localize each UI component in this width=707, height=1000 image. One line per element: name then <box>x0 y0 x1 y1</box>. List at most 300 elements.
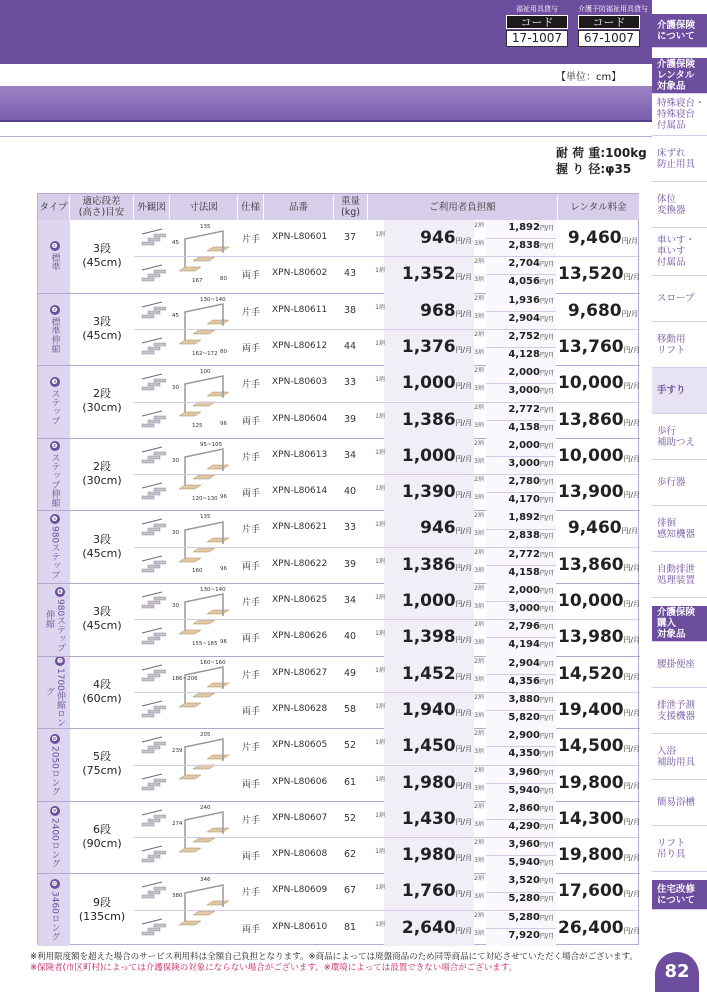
appearance-rail <box>142 229 162 234</box>
tier-3: 3割 <box>474 348 484 356</box>
appearance-rail <box>142 701 162 706</box>
hand-spec: 両手 <box>242 416 261 427</box>
tier-2: 2割 <box>474 657 484 665</box>
price-tier3-unit: 円/月 <box>539 569 554 577</box>
dimension-label: 274 <box>172 820 183 827</box>
weight: 58 <box>344 703 357 715</box>
sidebar-nav <box>652 0 707 1000</box>
tier-1: 1割 <box>375 339 385 347</box>
price-tier3-value: 2,904 <box>508 312 540 324</box>
price-tier3-unit: 円/月 <box>539 497 554 505</box>
price-tier1-value: 1,430 <box>401 808 456 829</box>
welfare-code-number: 17-1007 <box>506 30 568 47</box>
footnote-1: ※利用限度額を超えた場合のサービス利用料は全額自己負担となります。※商品によっては廃盤商品のため同等商品にて対応させていただく場合がございます。 <box>30 952 638 962</box>
price-tier3-value: 4,356 <box>508 675 540 687</box>
price-tier1-value: 1,940 <box>401 699 456 720</box>
sidebar-item-12[interactable] <box>652 552 707 598</box>
sidebar-item-label: 介護保険 レンタル 対象品 <box>657 59 696 92</box>
type-name: ステップ伸縮 <box>49 453 60 508</box>
sidebar-item-9[interactable] <box>652 414 707 460</box>
price-tier3 <box>488 422 554 433</box>
price-tier1-value: 968 <box>420 300 456 321</box>
sidebar-item-2[interactable] <box>652 94 707 136</box>
appearance-step <box>148 928 160 931</box>
appearance-rail <box>142 919 162 924</box>
price-tier2 <box>488 222 554 233</box>
step-plate <box>193 693 215 697</box>
appearance-step <box>154 452 166 455</box>
footnotes <box>30 952 650 974</box>
price-tier2-unit: 円/月 <box>539 515 554 523</box>
rental-fee <box>558 373 638 393</box>
appearance-step <box>148 528 160 531</box>
price-tier3-unit: 円/月 <box>539 860 554 868</box>
table-header-5: 品番 <box>264 194 334 220</box>
rental-fee-unit: 円/月 <box>623 817 640 826</box>
price-tier3-unit: 円/月 <box>539 606 554 613</box>
rental-fee-value: 9,460 <box>567 518 622 539</box>
load-capacity: 耐 荷 重:100kg <box>556 146 647 160</box>
rental-fee-unit: 円/月 <box>623 672 640 681</box>
appearance-step <box>142 278 154 281</box>
weight: 49 <box>344 667 357 679</box>
dimension-label: 130~140 <box>200 587 226 593</box>
row-divider <box>134 910 640 911</box>
sidebar-item-8[interactable] <box>652 368 707 414</box>
appearance-step <box>154 742 166 745</box>
tier-3: 3割 <box>474 494 484 502</box>
appearance-step <box>148 311 160 314</box>
price-tier2-value: 1,892 <box>508 512 540 524</box>
tier-3: 3割 <box>474 312 484 320</box>
dimension-label: 30 <box>172 385 179 392</box>
price-tier3 <box>488 494 554 505</box>
appearance-step <box>148 637 160 640</box>
price-tier1-value: 946 <box>420 228 456 248</box>
sidebar-item-14[interactable] <box>652 642 707 688</box>
tier-divider <box>486 637 556 638</box>
tier-2: 2割 <box>474 621 484 629</box>
price-tier2 <box>488 839 554 850</box>
price-tier1-unit: 円/月 <box>455 854 472 863</box>
tier-2: 2割 <box>474 911 484 919</box>
step-plate <box>179 267 201 271</box>
price-tier2-value: 2,860 <box>508 802 540 814</box>
sidebar-item-18[interactable] <box>652 826 707 872</box>
price-tier1-value: 1,390 <box>401 482 456 503</box>
dimension-label: 346 <box>200 877 211 884</box>
step-plate <box>179 848 201 852</box>
price-tier3-unit: 円/月 <box>539 714 554 722</box>
appearance-image <box>138 446 166 466</box>
appearance-rail <box>142 665 162 670</box>
price-tier1-unit: 円/月 <box>455 890 472 899</box>
price-tier2 <box>488 476 554 487</box>
sidebar-item-16[interactable] <box>652 734 707 780</box>
price-tier1-unit: 円/月 <box>455 527 472 536</box>
tier-2: 2割 <box>474 693 484 701</box>
type-name: 980ステップ <box>49 526 60 580</box>
rental-fee-unit: 円/月 <box>623 708 640 717</box>
appearance-svg <box>138 228 166 248</box>
sidebar-item-7[interactable] <box>652 322 707 368</box>
part-number: XPN-L80604 <box>272 413 328 424</box>
price-tier2 <box>488 767 554 778</box>
sidebar-item-label: 腰掛便座 <box>657 659 696 670</box>
part-number: XPN-L80601 <box>272 232 328 242</box>
price-tier2-value: 3,960 <box>508 839 540 851</box>
price-tier2-value: 2,000 <box>508 585 540 596</box>
dimension-label: 96 <box>220 639 227 645</box>
type-name: ステップ <box>49 389 60 426</box>
rental-fee <box>558 918 638 938</box>
price-tier1-value: 1,452 <box>401 663 456 684</box>
row-divider <box>134 402 640 403</box>
tier-1: 1割 <box>375 811 385 819</box>
appearance-step <box>154 924 166 927</box>
tier-divider <box>486 383 556 384</box>
table-header-0: タイプ <box>38 194 70 220</box>
type-label <box>49 806 60 868</box>
row-divider <box>134 474 640 475</box>
sidebar-item-17[interactable] <box>652 780 707 826</box>
header-rule <box>0 136 652 137</box>
tier-1: 1割 <box>375 920 385 928</box>
price-tier2-unit: 円/月 <box>539 442 554 450</box>
rental-fee-unit: 円/月 <box>621 527 638 536</box>
hand-spec: 両手 <box>242 852 261 863</box>
rental-fee-unit: 円/月 <box>623 491 640 500</box>
tier-1: 1割 <box>375 630 385 638</box>
sidebar-item-3[interactable] <box>652 136 707 182</box>
table-header-4: 仕様 <box>238 194 264 220</box>
sidebar-item-0[interactable] <box>652 14 707 48</box>
price-tier1 <box>388 518 472 538</box>
type-label <box>49 377 60 425</box>
price-tier3 <box>488 893 554 904</box>
weight: 39 <box>344 413 357 425</box>
weight: 38 <box>344 304 357 316</box>
weight: 67 <box>344 885 357 897</box>
price-tier2-value: 2,704 <box>508 258 540 270</box>
price-tier2 <box>488 258 554 269</box>
type-name: 1700伸縮ロング <box>44 668 65 728</box>
step-plate <box>193 911 215 915</box>
part-number: XPN-L80602 <box>272 268 328 279</box>
tier-1: 1割 <box>375 231 385 238</box>
row-divider <box>134 619 640 620</box>
appearance-rail <box>142 846 162 851</box>
price-tier2-value: 2,780 <box>508 476 540 488</box>
row-divider <box>134 837 640 838</box>
rental-fee-value: 13,860 <box>558 409 624 430</box>
price-tier1-unit: 円/月 <box>455 237 472 245</box>
type-number: ❸ <box>51 378 58 387</box>
price-tier1 <box>388 809 472 829</box>
welfare-code-label: コード <box>506 15 568 29</box>
price-tier2-value: 1,892 <box>508 222 540 233</box>
sidebar-item-13[interactable] <box>652 606 707 642</box>
appearance-step <box>148 746 160 749</box>
step-plate <box>207 392 229 396</box>
appearance-svg <box>138 845 166 865</box>
part-number: XPN-L80628 <box>272 703 328 714</box>
sidebar-item-label: リフト 吊り具 <box>657 837 686 860</box>
price-tier2 <box>488 694 554 705</box>
hand-spec: 片手 <box>242 452 261 463</box>
tier-3: 3割 <box>474 639 484 647</box>
rental-fee-value: 13,900 <box>558 482 624 503</box>
appearance-image <box>138 809 166 829</box>
sidebar-item-6[interactable] <box>652 276 707 322</box>
appearance-rail <box>142 556 162 561</box>
rental-fee-unit: 円/月 <box>621 309 638 318</box>
row-divider <box>134 765 640 766</box>
appearance-image <box>138 627 166 647</box>
price-tier3-value: 4,158 <box>508 421 540 433</box>
appearance-rail <box>142 483 162 488</box>
tier-divider <box>486 819 556 820</box>
sidebar-item-label: スロープ <box>657 293 695 304</box>
appearance-image <box>138 410 166 430</box>
tier-2: 2割 <box>474 367 484 375</box>
tier-3: 3割 <box>474 784 484 792</box>
appearance-step <box>142 569 154 572</box>
dimension-label: 380 <box>172 893 183 900</box>
tier-divider <box>486 274 556 275</box>
rental-fee-value: 13,520 <box>558 264 624 285</box>
appearance-step <box>154 270 166 273</box>
row-divider <box>134 329 640 330</box>
price-tier1-value: 1,352 <box>401 264 456 285</box>
price-tier2-unit: 円/月 <box>539 733 554 741</box>
tier-divider <box>486 855 556 856</box>
hand-spec: 片手 <box>242 815 261 826</box>
sidebar-item-4[interactable] <box>652 182 707 228</box>
sidebar-item-10[interactable] <box>652 460 707 506</box>
sidebar-item-19[interactable] <box>652 880 707 910</box>
rental-fee <box>558 228 638 248</box>
tier-2: 2割 <box>474 548 484 556</box>
weight: 39 <box>344 558 357 570</box>
price-tier2-value: 2,000 <box>508 439 540 451</box>
part-number: XPN-L80627 <box>272 667 328 678</box>
price-tier1 <box>388 627 472 647</box>
part-number: XPN-L80613 <box>272 449 328 460</box>
dimension-label: 80 <box>220 348 227 355</box>
appearance-svg <box>138 700 166 720</box>
hand-spec: 片手 <box>242 598 261 608</box>
sidebar-item-label: 床ずれ 防止用具 <box>657 147 696 170</box>
weight: 34 <box>344 449 357 461</box>
price-tier1 <box>388 228 472 248</box>
type-name: 標準伸縮 <box>49 316 60 353</box>
type-name: 980ステップ伸縮 <box>44 598 65 652</box>
step-plate <box>179 921 201 925</box>
sidebar-item-15[interactable] <box>652 688 707 734</box>
appearance-image <box>138 228 166 248</box>
appearance-step <box>142 641 154 644</box>
tier-divider <box>486 492 556 493</box>
appearance-svg <box>138 264 166 284</box>
appearance-image <box>138 337 166 357</box>
appearance-step <box>142 895 154 898</box>
rental-fee-unit: 円/月 <box>623 454 640 463</box>
tier-2: 2割 <box>474 330 484 338</box>
price-tier2 <box>488 730 554 741</box>
tier-3: 3割 <box>474 530 484 538</box>
price-tier2-value: 2,772 <box>508 403 540 415</box>
rental-fee <box>558 446 638 466</box>
row-divider <box>134 547 640 548</box>
type-number: ❻ <box>56 587 64 596</box>
part-number: XPN-L80625 <box>272 595 328 605</box>
type-label <box>43 583 65 656</box>
sidebar-item-label: 自動排泄 処理装置 <box>657 563 696 586</box>
price-tier2 <box>488 803 554 814</box>
price-tier3-unit: 円/月 <box>539 315 554 323</box>
preventive-code-sub: 介護予防福祉用具貸与 <box>578 5 648 13</box>
price-tier2-unit: 円/月 <box>539 551 554 559</box>
sidebar-item-11[interactable] <box>652 506 707 552</box>
tier-3: 3割 <box>474 929 484 937</box>
appearance-image <box>138 918 166 938</box>
price-tier1-value: 1,376 <box>401 336 456 357</box>
price-tier1 <box>388 301 472 321</box>
tier-1: 1割 <box>375 267 385 275</box>
price-tier3 <box>488 385 554 396</box>
tier-3: 3割 <box>474 457 484 465</box>
dimension-label: 162~172 <box>192 350 218 357</box>
price-tier2-value: 1,936 <box>508 294 540 306</box>
hand-spec: 片手 <box>242 670 261 681</box>
price-tier3-value: 4,194 <box>508 639 540 651</box>
price-tier3-value: 3,000 <box>508 457 540 469</box>
appearance-step <box>142 460 154 463</box>
sidebar-item-label: 歩行 補助つえ <box>657 425 696 448</box>
part-number: XPN-L80614 <box>272 486 328 497</box>
hand-spec: 両手 <box>242 779 261 790</box>
price-tier1 <box>388 845 472 865</box>
preventive-code <box>578 3 648 47</box>
price-tier1 <box>388 591 472 611</box>
price-tier3-value: 5,280 <box>508 893 540 905</box>
rental-fee-unit: 円/月 <box>621 237 638 245</box>
tier-divider <box>486 710 556 711</box>
price-tier2 <box>488 512 554 523</box>
type-name: 2050ロング <box>49 745 60 796</box>
type-number: ❷ <box>51 305 58 314</box>
step-height: 3段 (45cm) <box>82 314 122 342</box>
type-cell <box>38 438 70 511</box>
sidebar-item-label: 手すり <box>657 385 686 396</box>
welfare-code-sub: 福祉用具貸与 <box>516 5 558 13</box>
price-tier2 <box>488 658 554 669</box>
price-tier1-unit: 円/月 <box>455 636 472 645</box>
sidebar-item-5[interactable] <box>652 228 707 276</box>
price-tier3-unit: 円/月 <box>539 678 554 686</box>
price-tier3-unit: 円/月 <box>539 243 554 250</box>
type-number: ❿ <box>51 879 58 888</box>
price-tier1 <box>388 736 472 756</box>
rental-fee-value: 19,800 <box>558 845 624 866</box>
appearance-image <box>138 773 166 793</box>
price-tier1-unit: 円/月 <box>455 563 472 572</box>
appearance-svg <box>138 446 166 466</box>
appearance-image <box>138 555 166 575</box>
step-plate <box>193 475 215 479</box>
price-tier2-unit: 円/月 <box>539 479 554 487</box>
price-tier2-unit: 円/月 <box>539 914 554 922</box>
price-tier1-unit: 円/月 <box>455 708 472 717</box>
type-cell <box>38 728 70 801</box>
rental-fee-unit: 円/月 <box>623 926 640 935</box>
dimension-label: 45 <box>172 312 179 319</box>
appearance-step <box>154 524 166 527</box>
sidebar-item-1[interactable] <box>652 58 707 94</box>
appearance-image <box>138 700 166 720</box>
tier-divider <box>486 746 556 747</box>
hand-spec: 両手 <box>242 561 261 572</box>
sidebar-item-label: 車いす・ 車いす 付属品 <box>657 235 696 268</box>
appearance-step <box>154 670 166 673</box>
price-tier2 <box>488 440 554 451</box>
tier-2: 2割 <box>474 476 484 484</box>
appearance-rail <box>142 411 162 416</box>
step-plate <box>193 402 215 406</box>
rental-fee <box>558 591 638 611</box>
tier-divider <box>486 783 556 784</box>
tier-2: 2割 <box>474 512 484 520</box>
rental-fee <box>558 773 638 793</box>
tier-2: 2割 <box>474 766 484 774</box>
tier-3: 3割 <box>474 893 484 901</box>
tier-1: 1割 <box>375 557 385 565</box>
step-plate <box>193 330 215 334</box>
appearance-svg <box>138 373 166 393</box>
price-tier3-value: 5,940 <box>508 784 540 796</box>
price-tier1-value: 1,760 <box>401 881 456 902</box>
price-tier3 <box>488 930 554 941</box>
step-plate <box>207 320 229 324</box>
tier-1: 1割 <box>375 739 385 747</box>
appearance-image <box>138 301 166 321</box>
weight: 52 <box>344 740 357 752</box>
price-tier3 <box>488 313 554 324</box>
part-number: XPN-L80626 <box>272 631 328 642</box>
rental-fee-unit: 円/月 <box>623 418 640 427</box>
step-height: 3段 (45cm) <box>82 242 122 270</box>
appearance-step <box>154 633 166 636</box>
step-plate <box>179 630 201 634</box>
rental-fee <box>558 664 638 684</box>
appearance-image <box>138 482 166 502</box>
price-tier3-unit: 円/月 <box>539 351 554 359</box>
tier-1: 1割 <box>375 666 385 674</box>
appearance-step <box>154 234 166 237</box>
hand-spec: 両手 <box>242 343 261 354</box>
appearance-step <box>148 674 160 677</box>
price-tier1-unit: 円/月 <box>455 781 472 790</box>
type-cell <box>38 510 70 583</box>
rental-fee <box>558 518 638 538</box>
price-tier3-unit: 円/月 <box>539 424 554 432</box>
price-tier2-unit: 円/月 <box>539 878 554 886</box>
type-name: 3460ロング <box>49 890 60 941</box>
price-tier2-value: 5,280 <box>508 911 540 923</box>
price-tier2-unit: 円/月 <box>539 696 554 704</box>
dimension-label: 80 <box>220 276 227 282</box>
